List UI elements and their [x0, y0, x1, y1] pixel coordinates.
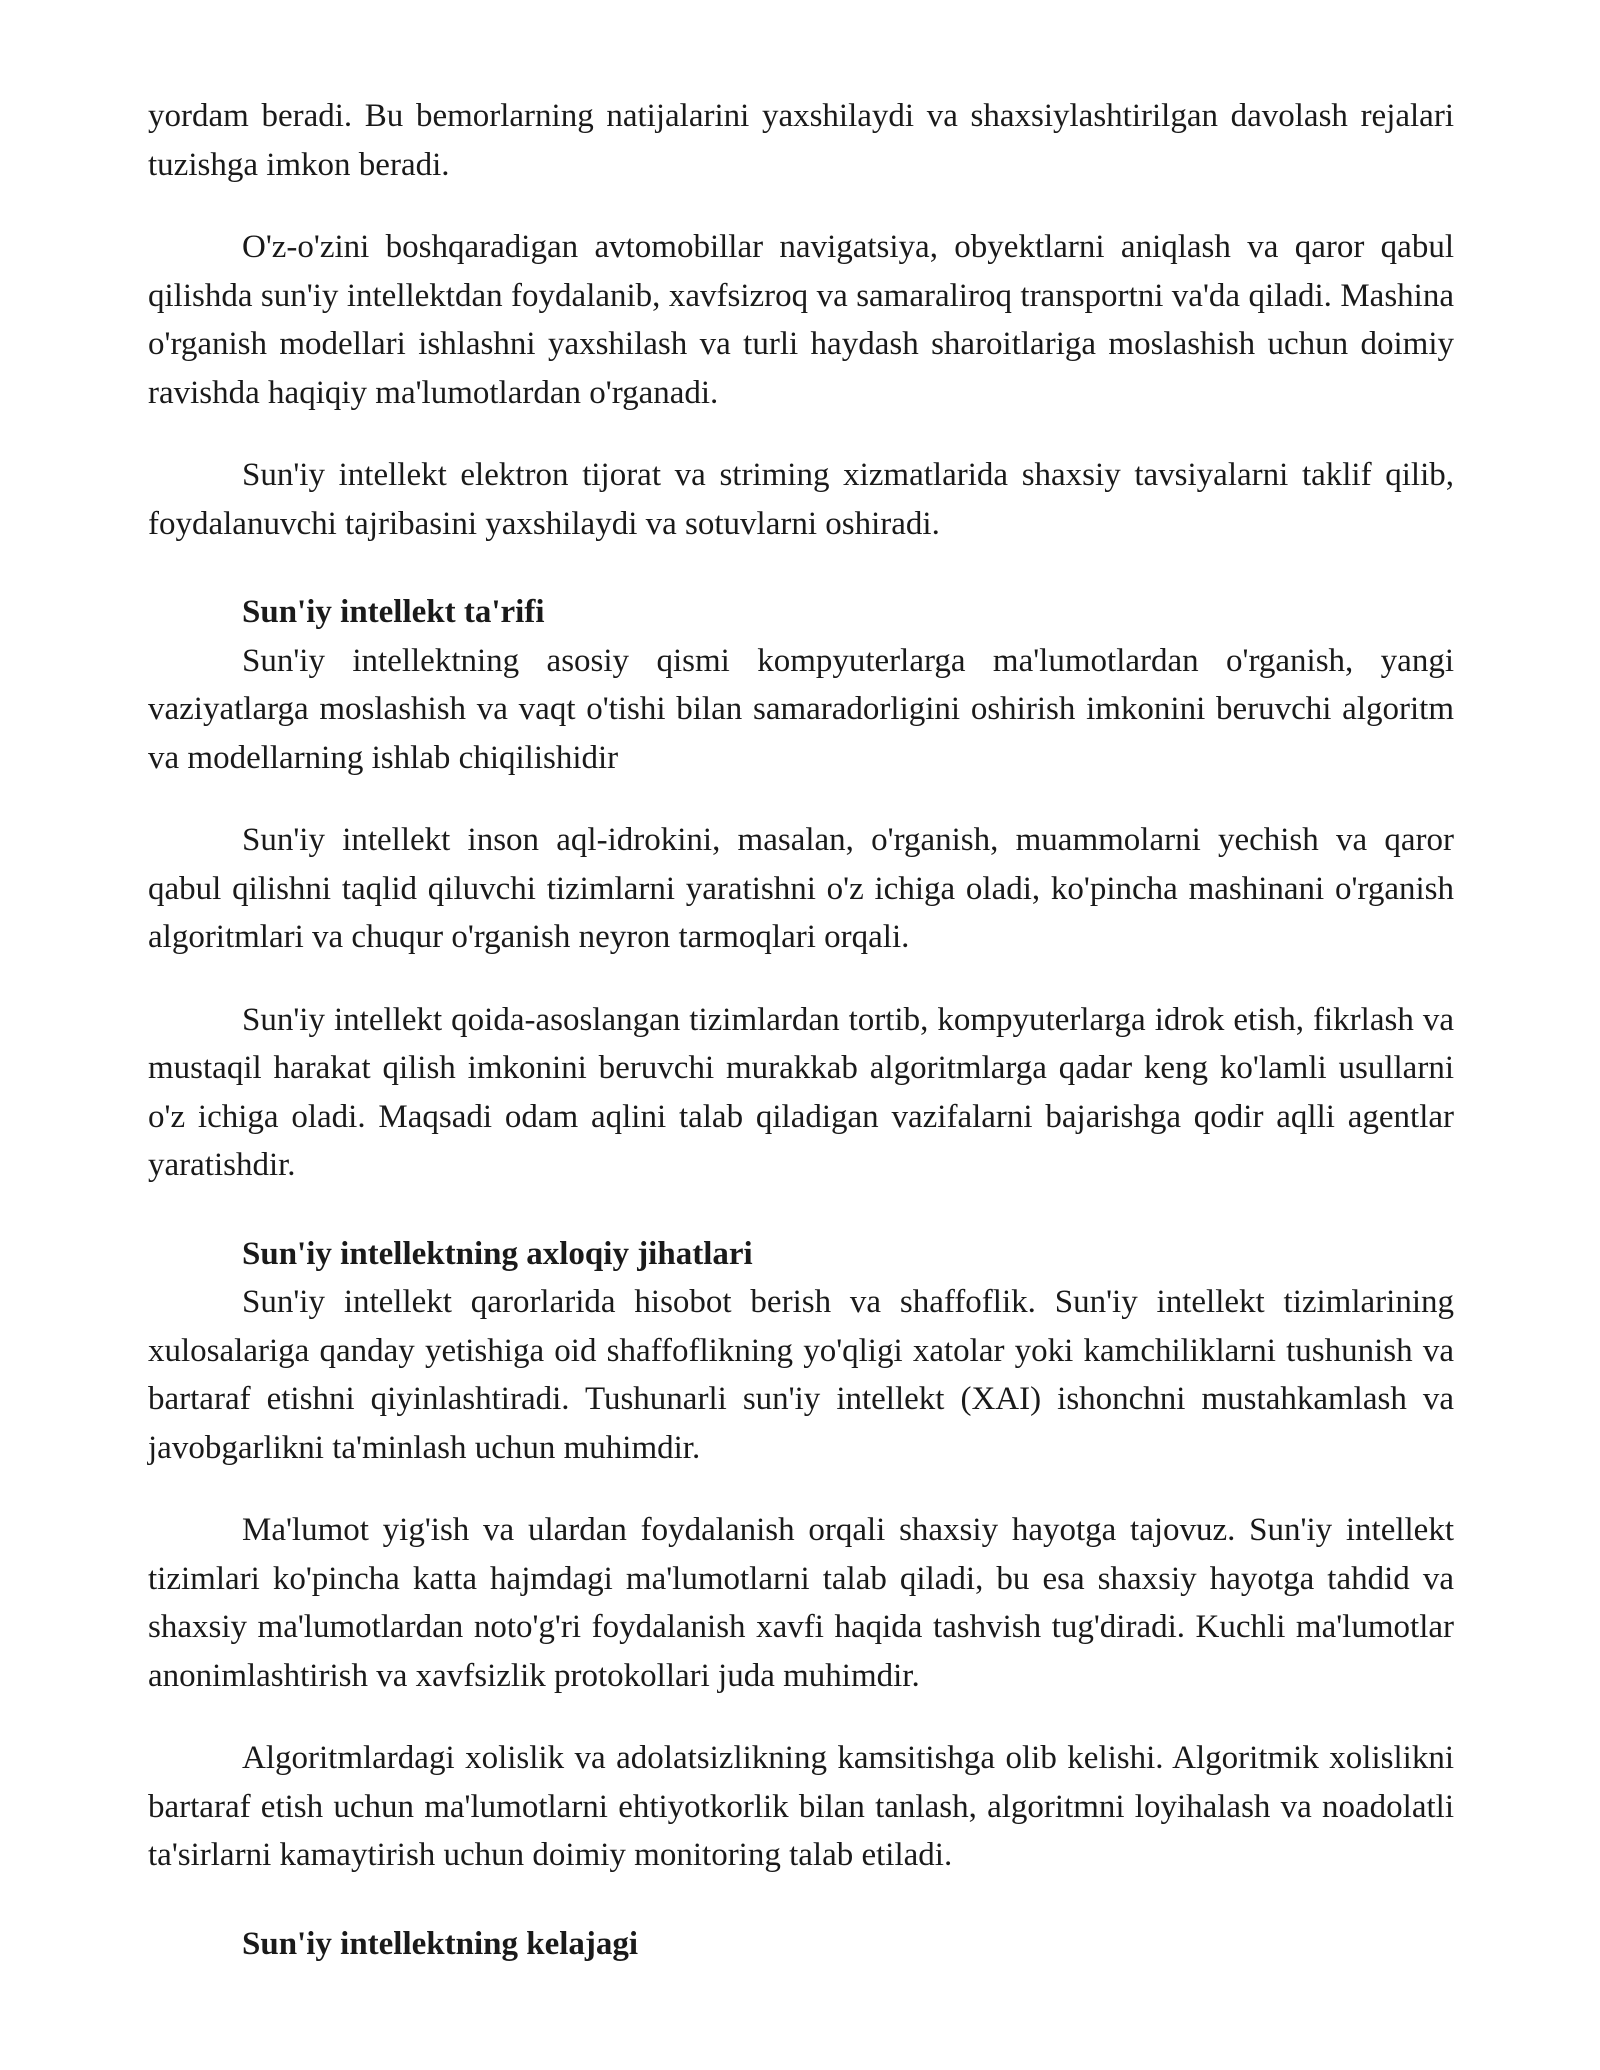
paragraph-definition-methods: Sun'iy intellekt qoida-asoslangan tizimlardan tortib, kompyuterlarga idrok etish, fikrlash va mustaqil harakat qilish imkonini beruvchi murakkab algoritmlarga qadar keng ko'lamli usullarni o'z ichiga oladi. Maqsadi odam aqlini talab qiladigan vazifalarni bajarishga qodir aqlli agentlar yaratishdir.	[148, 1001, 1454, 1183]
section-heading-ethics: Sun'iy intellektning axloqiy jihatlari	[242, 1235, 753, 1272]
paragraph-definition-imitation: Sun'iy intellekt inson aql-idrokini, masalan, o'rganish, muammolarni yechish va qaror qabul qilishni taqlid qiluvchi tizimlarni yaratishni o'z ichiga oladi, ko'pincha mashinani o'rganish algoritmlari va chuqur o'rganish neyron tarmoqlari orqali.	[148, 822, 1454, 955]
section-heading-definition: Sun'iy intellekt ta'rifi	[242, 594, 545, 630]
paragraph-recommendations: Sun'iy intellekt elektron tijorat va striming xizmatlarida shaxsiy tavsiyalarni taklif qilib, foydalanuvchi tajribasini yaxshilaydi va sotuvlarni oshiradi.	[148, 457, 1454, 542]
paragraph-ethics-bias: Algoritmlardagi xolislik va adolatsizlikning kamsitishga olib kelishi. Algoritmik xolislikni bartaraf etish uchun ma'lumotlarni ehtiyotkorlik bilan tanlash, algoritmni loyihalash va noadolatli ta'sirlarni kamaytirish uchun doimiy monitoring talab etiladi.	[148, 1740, 1454, 1873]
paragraph-ethics-privacy: Ma'lumot yig'ish va ulardan foydalanish orqali shaxsiy hayotga tajovuz. Sun'iy intellekt tizimlari ko'pincha katta hajmdagi ma'lumotlarni talab qiladi, bu esa shaxsiy hayotga tahdid va shaxsiy ma'lumotlardan noto'g'ri foydalanish xavfi haqida tashvish tug'diradi. Kuchli ma'lumotlar anonimlashtirish va xavfsizlik protokollari juda muhimdir.	[148, 1512, 1454, 1694]
section-heading-future: Sun'iy intellektning kelajagi	[242, 1925, 639, 1962]
paragraph-self-driving-cars: O'z-o'zini boshqaradigan avtomobillar navigatsiya, obyektlarni aniqlash va qaror qabul qilishda sun'iy intellektdan foydalanib, xavfsizroq va samaraliroq transportni va'da qiladi. Mashina o'rganish modellari ishlashni yaxshilash va turli haydash sharoitlariga moslashish uchun doimiy ravishda haqiqiy ma'lumotlardan o'rganadi.	[148, 229, 1454, 411]
paragraph-ethics-transparency: Sun'iy intellekt qarorlarida hisobot berish va shaffoflik. Sun'iy intellekt tizimlarining xulosalariga qanday yetishiga oid shaffoflikning yo'qligi xatolar yoki kamchiliklarni tushunish va bartaraf etishni qiyinlashtiradi. Tushunarli sun'iy intellekt (XAI) ishonchni mustahkamlash va javobgarlikni ta'minlash uchun muhimdir.	[148, 1284, 1454, 1466]
paragraph-definition-core: Sun'iy intellektning asosiy qismi kompyuterlarga ma'lumotlardan o'rganish, yangi vaziyatlarga moslashish va vaqt o'tishi bilan samaradorligini oshirish imkonini beruvchi algoritm va modellarning ishlab chiqilishidir	[148, 642, 1454, 776]
paragraph-continuation: yordam beradi. Bu bemorlarning natijalarini yaxshilaydi va shaxsiylashtirilgan davolash rejalari tuzishga imkon beradi.	[148, 98, 1454, 183]
document-page	[148, 92, 1454, 1968]
